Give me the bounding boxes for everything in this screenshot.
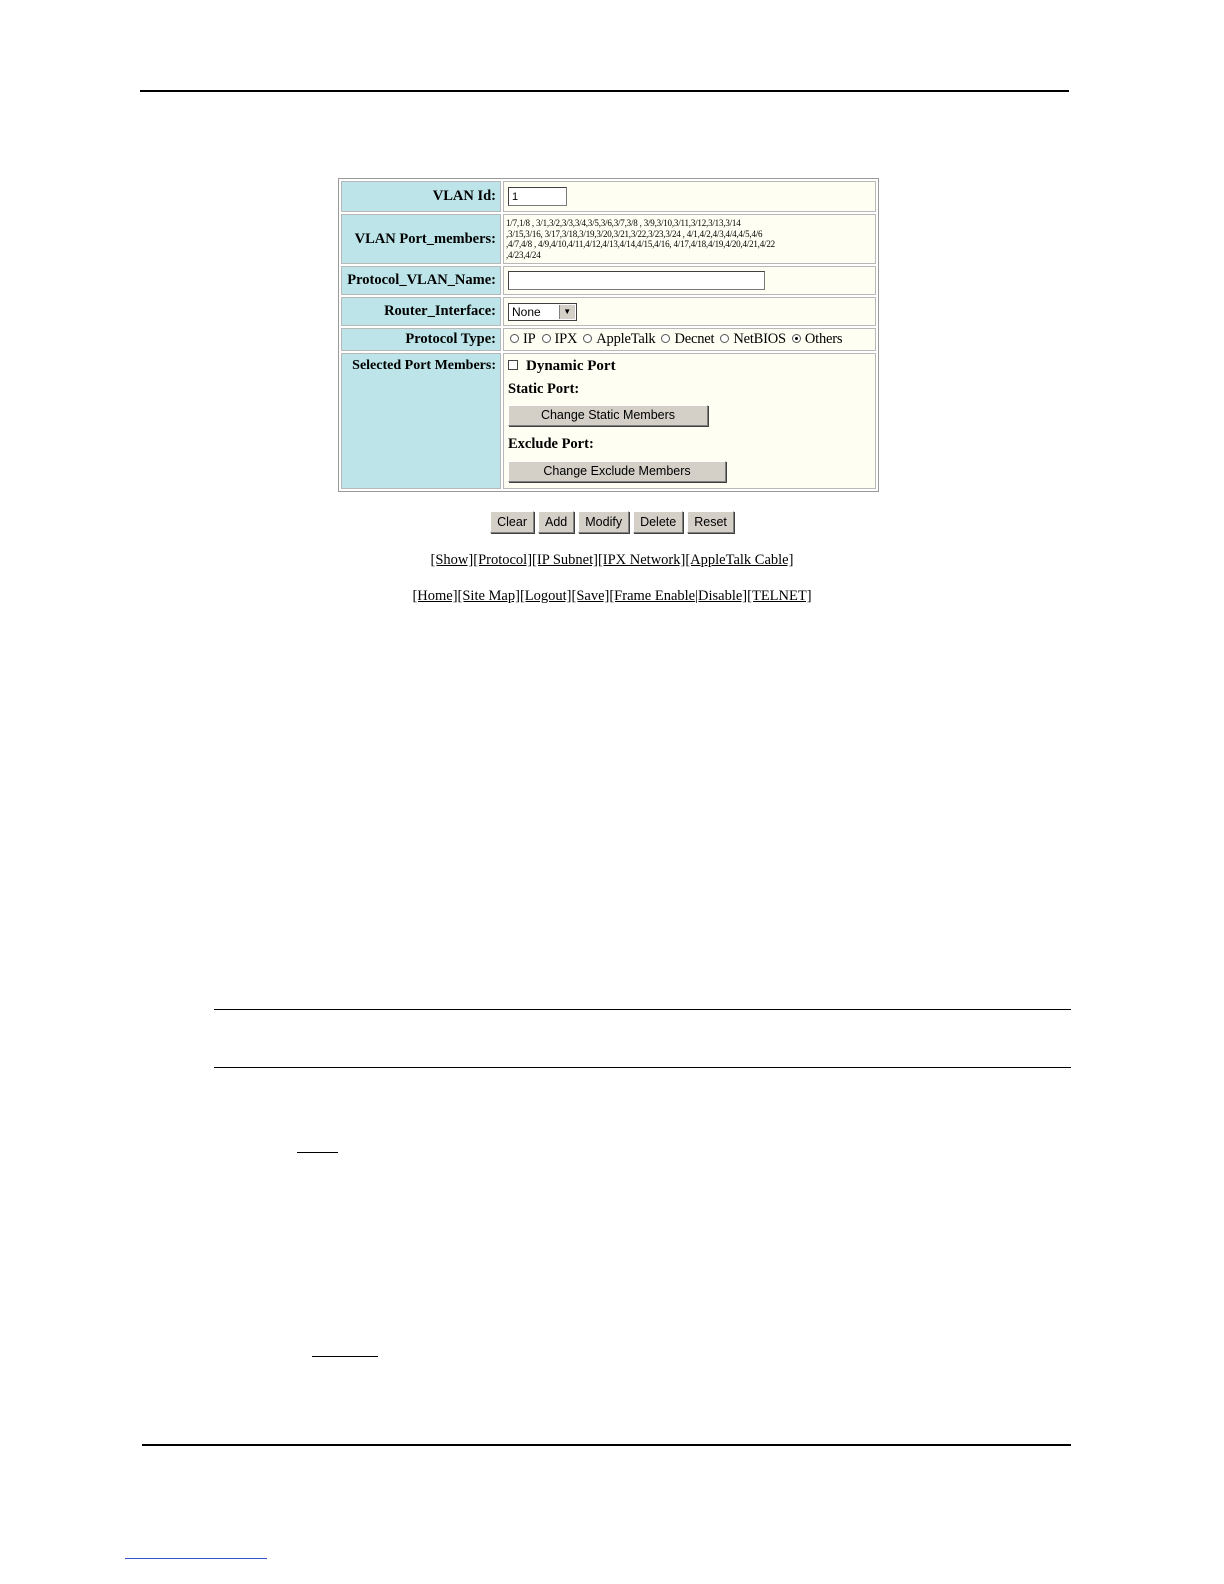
frame-disable-link[interactable]: |Disable] [695,588,748,604]
vlan-port-members-label: VLAN Port_members: [341,214,501,264]
port-members-line: ,4/23,4/24 [506,249,541,260]
appletalk-cable-link[interactable]: [AppleTalk Cable] [685,552,794,568]
protocol-link[interactable]: [Protocol] [473,552,533,568]
add-button[interactable]: Add [538,511,574,533]
vlan-port-members-value [503,214,876,264]
router-interface-value: None [512,304,541,319]
radio-ipx-label: IPX [554,331,578,347]
site-map-link[interactable]: [Site Map] [457,588,520,604]
radio-netbios-label: NetBIOS [733,331,786,347]
delete-button[interactable]: Delete [633,511,683,533]
short-underline [297,1152,338,1153]
save-link[interactable]: [Save] [571,588,610,604]
footer-link-underline [125,1558,267,1559]
telnet-link[interactable]: [TELNET] [747,588,812,604]
radio-ip-label: IP [523,331,536,347]
radio-ip[interactable] [510,334,519,343]
footer-rule [142,1444,1071,1446]
port-members-line: ,4/7,4/8 , 4/9,4/10,4/11,4/12,4/13,4/14,4/15,4/16, 4/17,4/18,4/19,4/20,4/21,4/22 [506,239,775,249]
vlan-id-input[interactable] [508,187,567,206]
protocol-vlan-name-label: Protocol_VLAN_Name: [341,266,501,295]
ip-subnet-link[interactable]: [IP Subnet] [532,552,598,568]
static-port-label: Static Port: [508,381,580,397]
change-exclude-members-button[interactable]: Change Exclude Members [508,461,726,482]
radio-others-label: Others [804,331,843,347]
radio-decnet[interactable] [661,334,670,343]
header-rule [140,90,1069,92]
show-link[interactable]: [Show] [430,552,474,568]
ipx-network-link[interactable]: [IPX Network] [597,552,686,568]
dynamic-port-checkbox[interactable] [508,360,518,370]
modify-button[interactable]: Modify [578,511,629,533]
router-interface-select[interactable] [508,303,577,321]
radio-appletalk[interactable] [583,334,592,343]
radio-netbios[interactable] [720,334,729,343]
radio-ipx[interactable] [542,334,551,343]
note-top-rule [214,1009,1071,1010]
router-interface-label: Router_Interface: [341,297,501,326]
radio-decnet-label: Decnet [674,331,715,347]
clear-button[interactable]: Clear [490,511,534,533]
vlan-config-form [338,178,879,492]
selected-port-members-label: Selected Port Members: [341,353,501,489]
action-button-bar [0,511,1224,533]
chevron-down-icon: ▼ [559,305,575,319]
vlan-nav-links [0,552,1224,569]
protocol-vlan-name-input[interactable] [508,271,765,290]
port-members-line: 1/7,1/8 , 3/1,3/2,3/3,3/4,3/5,3/6,3/7,3/8 , 3/9,3/10,3/11,3/12,3/13,3/14 [506,218,741,228]
protocol-type-group [503,328,876,351]
radio-others[interactable] [792,334,801,343]
note-bottom-rule [214,1067,1071,1068]
vlan-id-label: VLAN Id: [341,181,501,212]
logout-link[interactable]: [Logout] [519,588,572,604]
change-static-members-button[interactable]: Change Static Members [508,405,708,426]
port-members-line: ,3/15,3/16, 3/17,3/18,3/19,3/20,3/21,3/22,3/23,3/24 , 4/1,4/2,4/3,4/4,4/5,4/6 [506,228,763,239]
frame-enable-link[interactable]: [Frame Enable [609,588,696,604]
dynamic-port-label: Dynamic Port [526,358,616,374]
global-nav-links [0,588,1224,605]
radio-appletalk-label: AppleTalk [596,331,656,347]
home-link[interactable]: [Home] [412,588,458,604]
reset-button[interactable]: Reset [687,511,734,533]
protocol-type-label: Protocol Type: [341,328,501,351]
short-underline [312,1356,378,1357]
exclude-port-label: Exclude Port: [508,436,594,452]
